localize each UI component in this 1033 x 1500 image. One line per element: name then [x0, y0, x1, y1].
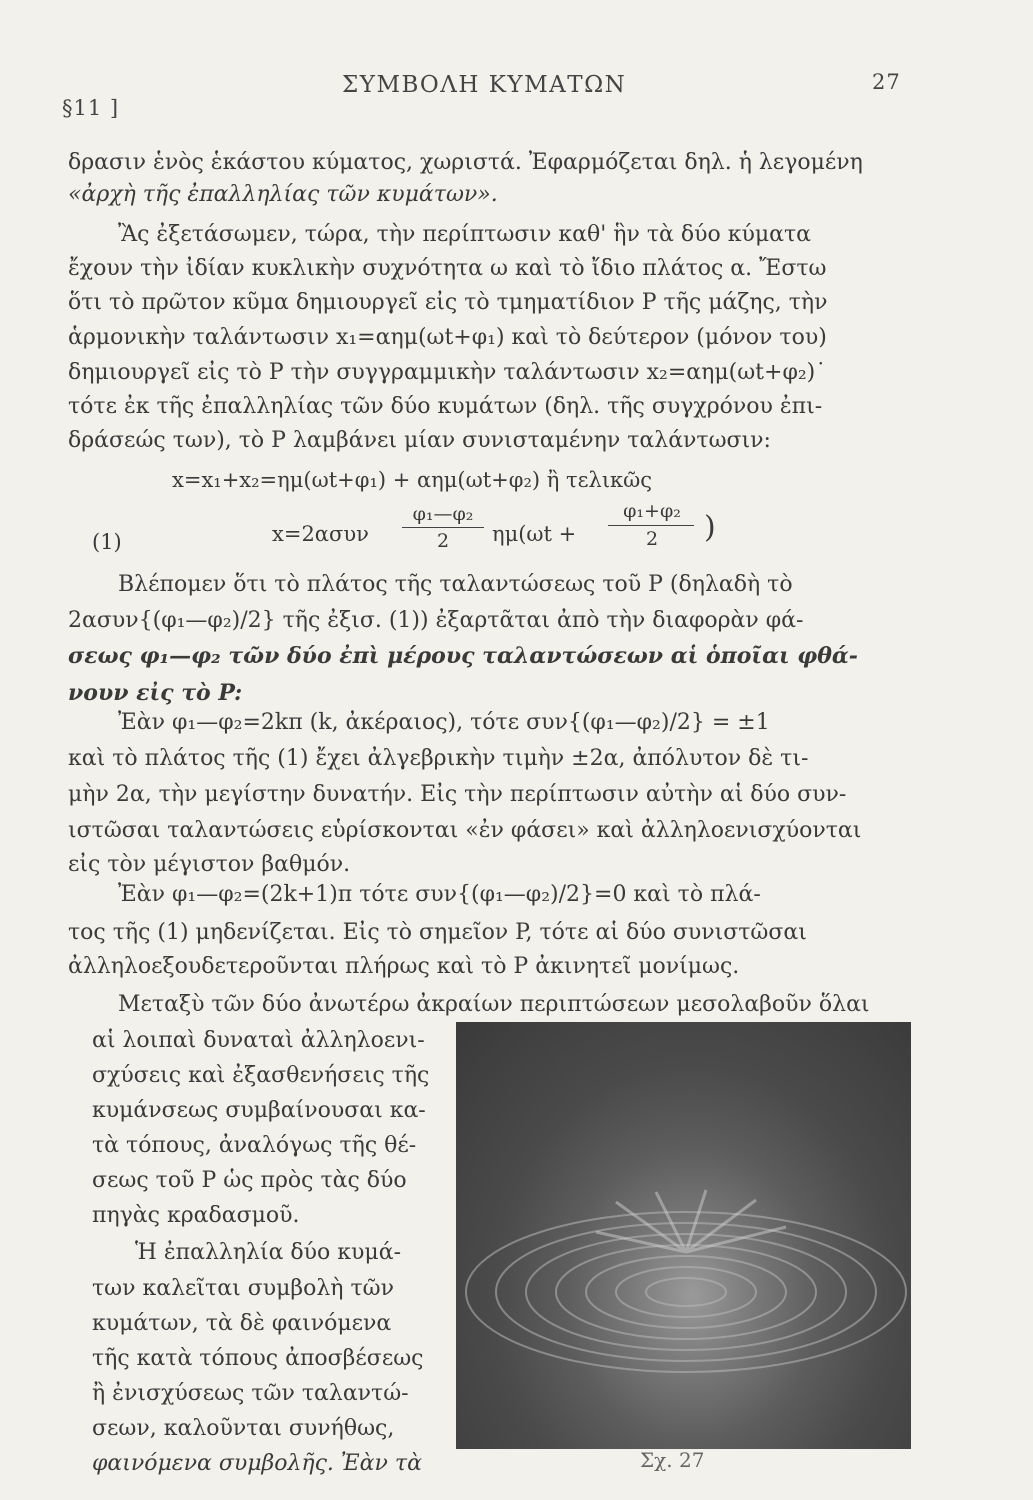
- equation-mid: ημ(ωt +: [492, 522, 577, 546]
- text-line: Ἐὰν φ₁—φ₂=(2k+1)π τότε συν{(φ₁—φ₂)/2}=0 καὶ τὸ πλά-: [118, 882, 761, 907]
- text-line: Ἐὰν φ₁—φ₂=2kπ (k, ἀκέραιος), τότε συν{(φ₁—φ₂)/2} = ±1: [118, 710, 770, 735]
- text-line: σεως τοῦ P ὡς πρὸς τὰς δύο: [92, 1168, 407, 1193]
- figure-caption: Σχ. 27: [640, 1448, 705, 1472]
- text-line: φαινόμενα συμβολῆς. Ἐὰν τὰ: [92, 1451, 422, 1476]
- text-line: Βλέπομεν ὅτι τὸ πλάτος τῆς ταλαντώσεως τοῦ P (δηλαδὴ τὸ: [118, 572, 793, 597]
- text-line: δρασιν ἑνὸς ἑκάστου κύματος, χωριστά. Ἐφαρμόζεται δηλ. ἡ λεγομένη: [68, 150, 863, 175]
- text-line: μὴν 2α, τὴν μεγίστην δυνατήν. Εἰς τὴν περίπτωσιν αὐτὴν αἱ δύο συν-: [68, 782, 847, 807]
- text-line: τος τῆς (1) μηδενίζεται. Εἰς τὸ σημεῖον P, τότε αἱ δύο συνιστῶσαι: [68, 920, 807, 945]
- text-line: δράσεώς των), τὸ P λαμβάνει μίαν συνισταμένην ταλάντωσιν:: [68, 428, 771, 453]
- fraction-bar: [608, 525, 694, 526]
- text-line: τότε ἐκ τῆς ἐπαλληλίας τῶν δύο κυμάτων (δηλ. τῆς συγχρόνου ἐπι-: [68, 394, 823, 419]
- text-line: 2ασυν{(φ₁—φ₂)/2} τῆς ἐξισ. (1)) ἐξαρτᾶται ἀπὸ τὴν διαφορὰν φά-: [68, 608, 804, 633]
- equation-lhs: x=2ασυν: [272, 522, 369, 546]
- text-line: τὰ τόπους, ἀναλόγως τῆς θέ-: [92, 1133, 417, 1158]
- text-line: ιστῶσαι ταλαντώσεις εὑρίσκονται «ἐν φάσει» καὶ ἀλληλοενισχύονται: [68, 818, 862, 843]
- text-line: των καλεῖται συμβολὴ τῶν: [92, 1276, 394, 1301]
- text-line: καὶ τὸ πλάτος τῆς (1) ἔχει ἀλγεβρικὴν τιμὴν ±2α, ἀπόλυτον δὲ τι-: [68, 746, 809, 771]
- text-line: «ἀρχὴ τῆς ἐπαλληλίας τῶν κυμάτων».: [68, 182, 498, 207]
- text-line: σχύσεις καὶ ἐξασθενήσεις τῆς: [92, 1063, 430, 1088]
- fraction-numerator: φ₁—φ₂: [412, 503, 474, 525]
- text-line: ἀλληλοεξουδετεροῦνται πλήρως καὶ τὸ P ἀκινητεῖ μονίμως.: [68, 954, 740, 979]
- equation-line: x=x₁+x₂=ημ(ωt+φ₁) + αημ(ωt+φ₂) ἢ τελικῶς: [172, 468, 653, 492]
- fraction-denominator: 2: [645, 528, 659, 550]
- fraction-bar: [402, 527, 484, 528]
- text-line: αἱ λοιπαὶ δυναταὶ ἀλληλοενι-: [92, 1028, 425, 1053]
- text-line: σεων, καλοῦνται συνήθως,: [92, 1416, 395, 1441]
- text-line: Ἂς ἐξετάσωμεν, τώρα, τὴν περίπτωσιν καθ' ἣν τὰ δύο κύματα: [118, 222, 812, 247]
- equation-label: (1): [92, 530, 122, 554]
- text-line: σεως φ₁—φ₂ τῶν δύο ἐπὶ μέρους ταλαντώσεων αἱ ὁποῖαι φθά-: [68, 643, 858, 669]
- equation-close-paren: ): [704, 510, 716, 545]
- text-line: ἢ ἐνισχύσεως τῶν ταλαντώ-: [92, 1381, 409, 1406]
- text-line: κυμάνσεως συμβαίνουσαι κα-: [92, 1098, 426, 1123]
- text-line: ἁρμονικὴν ταλάντωσιν x₁=αημ(ωt+φ₁) καὶ τὸ δεύτερον (μόνον του): [68, 325, 827, 350]
- page-number: 27: [872, 70, 901, 94]
- fraction-denominator: 2: [436, 530, 450, 552]
- text-line: τῆς κατὰ τόπους ἀποσβέσεως: [92, 1346, 424, 1371]
- text-line: πηγὰς κραδασμοῦ.: [92, 1203, 300, 1228]
- running-title: ΣΥΜΒΟΛΗ ΚΥΜΑΤΩΝ: [342, 72, 627, 98]
- text-line: ὅτι τὸ πρῶτον κῦμα δημιουργεῖ εἰς τὸ τμηματίδιον P τῆς μάζης, τὴν: [68, 290, 828, 315]
- text-line: Ἡ ἐπαλληλία δύο κυμά-: [135, 1240, 401, 1265]
- fraction-numerator: φ₁+φ₂: [623, 500, 681, 522]
- text-line: εἰς τὸν μέγιστον βαθμόν.: [68, 852, 351, 877]
- text-line: ἔχουν τὴν ἰδίαν κυκλικὴν συχνότητα ω καὶ τὸ ἴδιο πλάτος α. Ἔστω: [68, 256, 827, 281]
- text-line: κυμάτων, τὰ δὲ φαινόμενα: [92, 1311, 392, 1336]
- text-line: δημιουργεῖ εἰς τὸ P τὴν συγγραμμικὴν ταλάντωσιν x₂=αημ(ωt+φ₂)˙: [68, 360, 827, 385]
- text-line: νουν εἰς τὸ P:: [68, 680, 243, 706]
- text-line: Μεταξὺ τῶν δύο ἀνωτέρω ἀκραίων περιπτώσεων μεσολαβοῦν ὅλαι: [118, 992, 870, 1017]
- section-marker: §11 ]: [62, 96, 120, 120]
- interference-photo: [456, 1022, 911, 1449]
